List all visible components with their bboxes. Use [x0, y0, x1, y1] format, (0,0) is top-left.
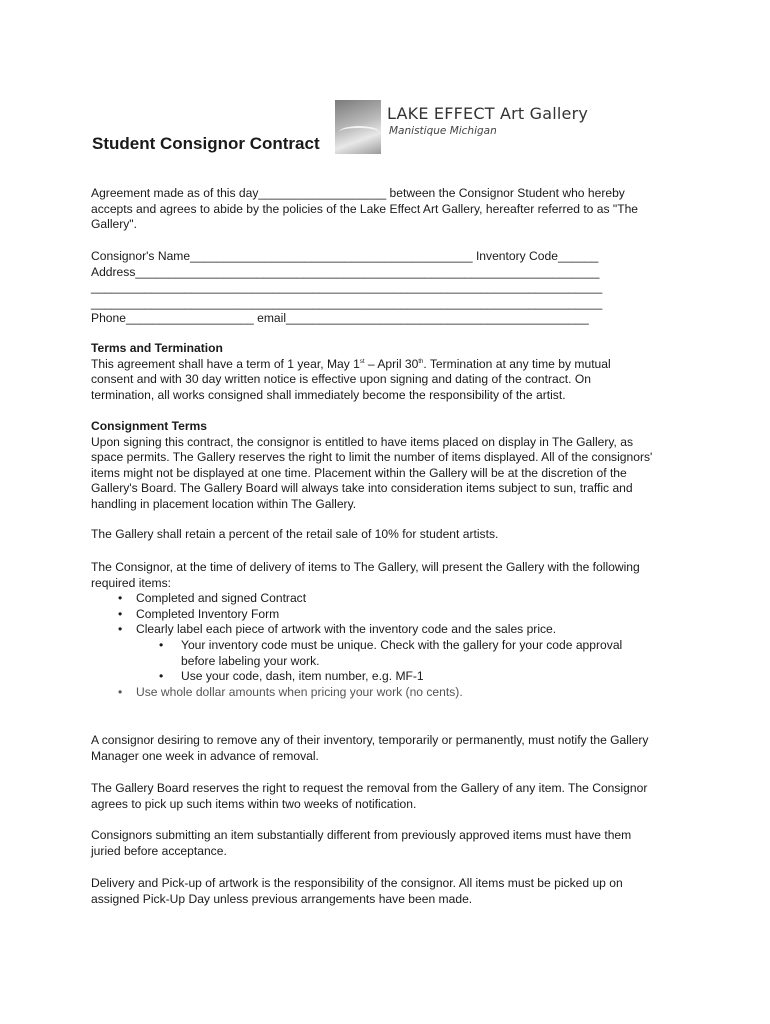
consignment-heading: Consignment Terms [91, 419, 208, 433]
agreement-line: accepts and agrees to abide by the policies of the Lake Effect Art Gallery, hereafter referred to as "The [91, 201, 639, 216]
pickup-line: Delivery and Pick-up of artwork is the responsibility of the consignor. All items must be picked up on [91, 876, 623, 890]
board-line: The Gallery Board reserves the right to request the removal from the Gallery of any item. The Consignor [91, 781, 648, 795]
consignor-fields [91, 249, 681, 327]
list-item: • Clearly label each piece of artwork with the inventory code and the sales price. [91, 622, 681, 638]
removal-line: A consignor desiring to remove any of their inventory, temporarily or permanently, must notify the Gallery [91, 733, 649, 747]
phone-email-field[interactable]: Phone___________________ email_____________________________________________ [91, 311, 589, 326]
required-items-section [91, 560, 681, 700]
agreement-line: Agreement made as of this day___________________ between the Consignor Student who hereby [91, 186, 625, 200]
logo-mark-icon [335, 100, 381, 154]
gallery-logo [335, 100, 589, 156]
consignment-line: handling in placement location within The Gallery. [91, 496, 357, 511]
required-items-list [91, 591, 681, 638]
terms-heading: Terms and Termination [91, 341, 223, 355]
consignment-line: Gallery's Board. The Gallery Board will always take into consideration items subject to sun, traffic and [91, 481, 633, 496]
address-field-line3[interactable]: ____________________________________________________________________________ [91, 295, 603, 310]
terms-line: consent and with 30 day written notice is effective upon signing and dating of the contract. On [91, 372, 591, 387]
logo-name: LAKE EFFECT Art Gallery [387, 104, 589, 123]
consignment-line: Upon signing this contract, the consignor is entitled to have items placed on display in The Gallery, as [91, 434, 634, 449]
pickup-paragraph [91, 876, 681, 907]
consignment-line: space permits. The Gallery reserves the right to limit the number of items displayed. All of the consignors' [91, 450, 653, 465]
consignment-line: items might not be displayed at one time. Placement within the Gallery will be at the discretion of the [91, 465, 627, 480]
inventory-code-sublist [91, 638, 681, 685]
agreement-paragraph [91, 186, 681, 233]
terms-line: This agreement shall have a term of 1 year, May 1st – April 30th. Termination at any time by mutual [91, 356, 611, 371]
consignor-name-field[interactable]: Consignor's Name__________________________________________ Inventory Code______ [91, 249, 599, 263]
juried-line: juried before acceptance. [91, 843, 227, 858]
delivery-intro-line: required items: [91, 575, 171, 590]
juried-paragraph [91, 828, 681, 859]
removal-line: Manager one week in advance of removal. [91, 748, 319, 763]
page-title: Student Consignor Contract [92, 134, 320, 153]
sub-list-item-continued: before labeling your work. [181, 653, 320, 668]
board-line: agrees to pick up such items within two weeks of notification. [91, 796, 417, 811]
board-paragraph [91, 781, 681, 812]
list-item: • Completed Inventory Form [91, 607, 681, 623]
retain-line: The Gallery shall retain a percent of the retail sale of 10% for student artists. [91, 527, 499, 541]
removal-paragraph [91, 733, 681, 764]
pickup-line: assigned Pick-Up Day unless previous arrangements have been made. [91, 891, 473, 906]
agreement-line: Gallery". [91, 217, 137, 232]
sub-list-item: • Your inventory code must be unique. Check with the gallery for your code approval [91, 638, 681, 654]
pricing-list [91, 685, 681, 701]
address-field-line2[interactable]: ____________________________________________________________________________ [91, 280, 603, 295]
sub-list-item: • Use your code, dash, item number, e.g. MF-1 [91, 669, 681, 685]
delivery-intro-line: The Consignor, at the time of delivery of items to The Gallery, will present the Gallery with the following [91, 560, 640, 574]
retain-paragraph [91, 527, 681, 543]
terms-section [91, 341, 681, 403]
terms-line: termination, all works consigned shall immediately become the responsibility of the artist. [91, 387, 566, 402]
consignment-section [91, 419, 681, 513]
logo-location: Manistique Michigan [389, 125, 497, 137]
list-item: • Use whole dollar amounts when pricing your work (no cents). [91, 685, 681, 701]
address-field[interactable]: Address_____________________________________________________________________ [91, 264, 600, 279]
list-item: • Completed and signed Contract [91, 591, 681, 607]
juried-line: Consignors submitting an item substantially different from previously approved items must have them [91, 828, 632, 842]
